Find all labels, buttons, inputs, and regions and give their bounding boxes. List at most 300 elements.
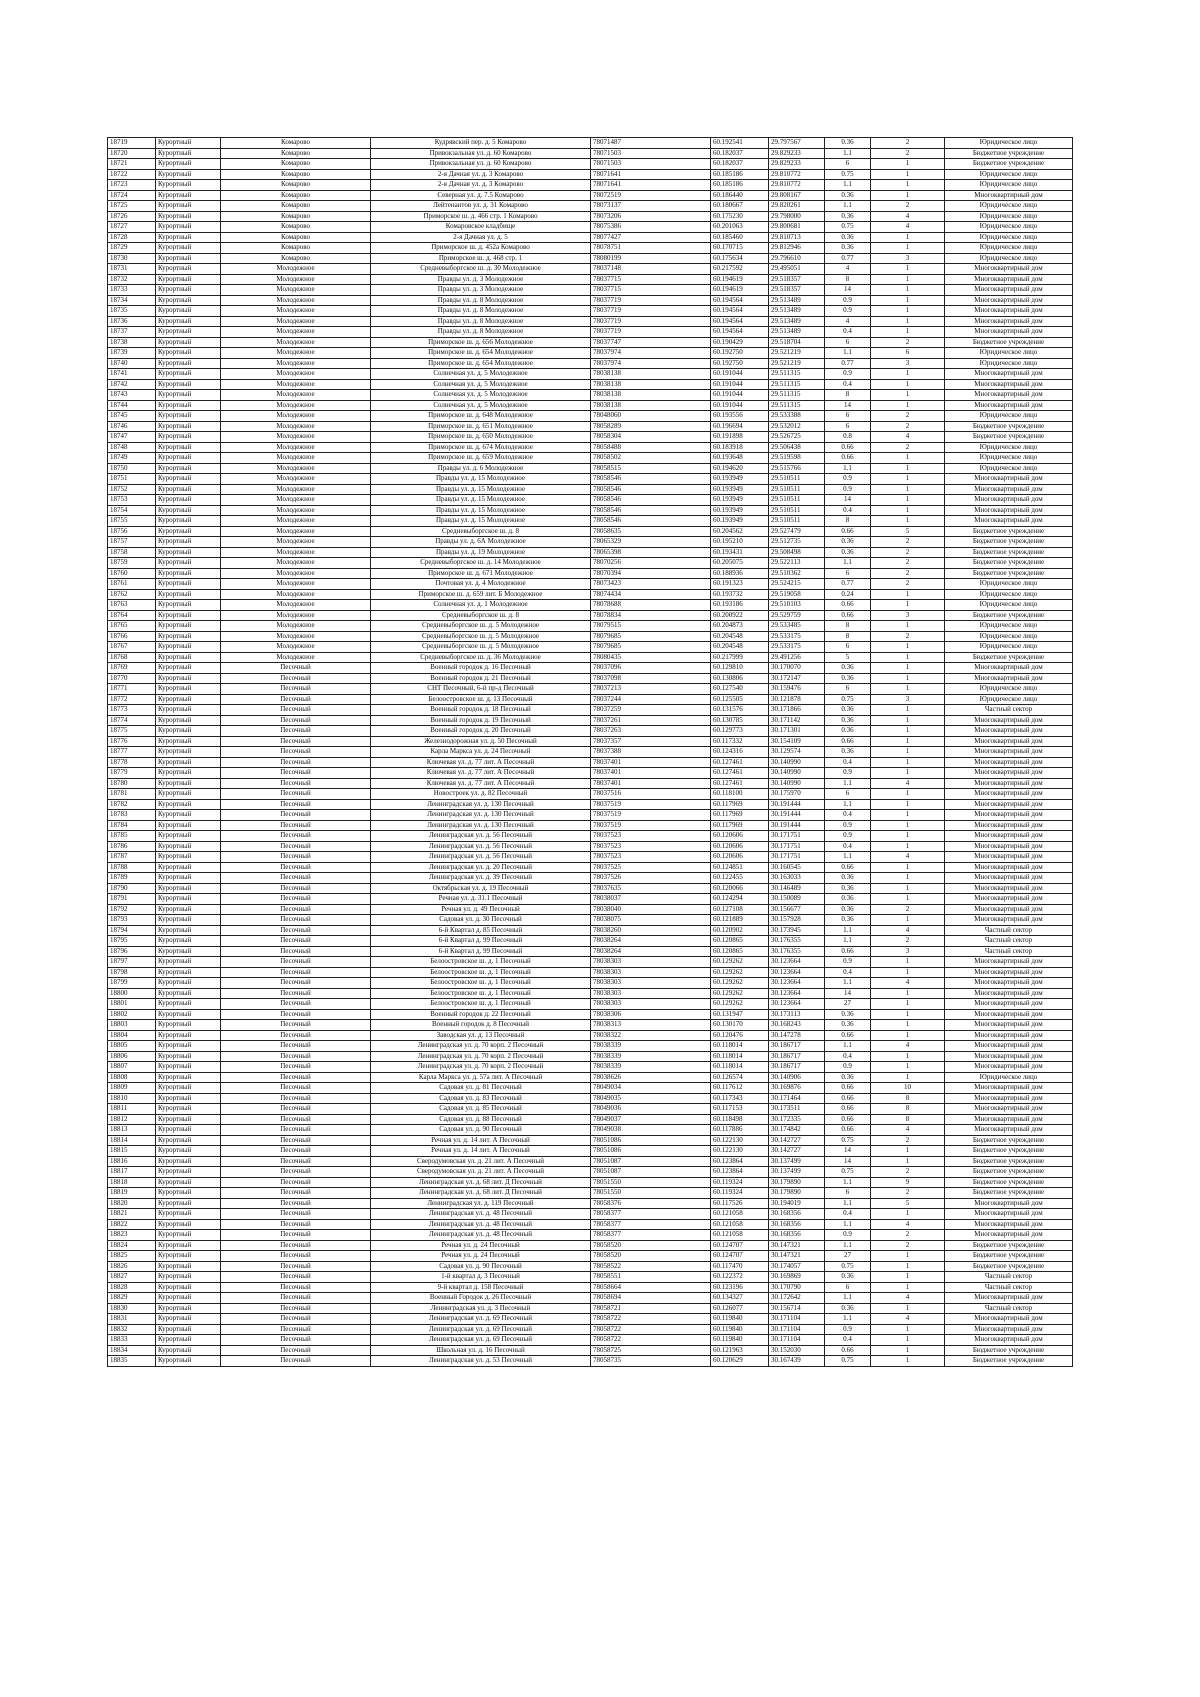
- district-cell: Курортный: [156, 631, 221, 642]
- site-code-cell: 78058722: [591, 1335, 711, 1346]
- district-cell: Курортный: [156, 726, 221, 737]
- record-id-cell: 18789: [108, 873, 156, 884]
- site-code-cell: 78065398: [591, 547, 711, 558]
- locality-cell: Песочный: [221, 883, 371, 894]
- record-id-cell: 18766: [108, 631, 156, 642]
- table-row: [108, 1356, 1073, 1367]
- table-row: [108, 831, 1073, 842]
- container-volume-cell: 0.9: [825, 295, 871, 306]
- table-row: [108, 589, 1073, 600]
- record-id-cell: 18798: [108, 967, 156, 978]
- longitude-cell: 30.171142: [769, 715, 825, 726]
- longitude-cell: 29.533485: [769, 621, 825, 632]
- address-cell: Средневыборгское ш. д. 8: [371, 526, 591, 537]
- container-volume-cell: 0.24: [825, 589, 871, 600]
- longitude-cell: 30.171751: [769, 841, 825, 852]
- record-id-cell: 18727: [108, 222, 156, 233]
- site-code-cell: 78049038: [591, 1125, 711, 1136]
- address-cell: Ленинградская ул. д. 48 Песочный: [371, 1219, 591, 1230]
- container-volume-cell: 0.77: [825, 358, 871, 369]
- latitude-cell: 60.191044: [711, 379, 769, 390]
- latitude-cell: 60.217999: [711, 652, 769, 663]
- locality-cell: Молодежное: [221, 390, 371, 401]
- latitude-cell: 60.185186: [711, 180, 769, 191]
- latitude-cell: 60.129773: [711, 726, 769, 737]
- address-cell: Правды ул. д. 15 Молодежное: [371, 474, 591, 485]
- owner-type-cell: Многоквартирный дом: [945, 379, 1073, 390]
- address-cell: Правды ул. д. 15 Молодежное: [371, 516, 591, 527]
- owner-type-cell: Бюджетное учреждение: [945, 568, 1073, 579]
- container-volume-cell: 0.36: [825, 232, 871, 243]
- container-count-cell: 2: [871, 1167, 945, 1178]
- site-code-cell: 78037526: [591, 873, 711, 884]
- address-cell: Приморское ш. д. 654 Молодежное: [371, 358, 591, 369]
- record-id-cell: 18786: [108, 841, 156, 852]
- locality-cell: Молодежное: [221, 463, 371, 474]
- container-count-cell: 1: [871, 915, 945, 926]
- record-id-cell: 18782: [108, 799, 156, 810]
- record-id-cell: 18763: [108, 600, 156, 611]
- site-code-cell: 78038260: [591, 925, 711, 936]
- longitude-cell: 30.123664: [769, 978, 825, 989]
- latitude-cell: 60.192541: [711, 138, 769, 149]
- record-id-cell: 18808: [108, 1072, 156, 1083]
- locality-cell: Комарово: [221, 201, 371, 212]
- container-volume-cell: 1.1: [825, 1240, 871, 1251]
- record-id-cell: 18776: [108, 736, 156, 747]
- latitude-cell: 60.126077: [711, 1303, 769, 1314]
- latitude-cell: 60.131947: [711, 1009, 769, 1020]
- container-count-cell: 1: [871, 495, 945, 506]
- container-volume-cell: 4: [825, 264, 871, 275]
- container-count-cell: 1: [871, 715, 945, 726]
- table-row: [108, 967, 1073, 978]
- container-volume-cell: 0.66: [825, 600, 871, 611]
- district-cell: Курортный: [156, 337, 221, 348]
- container-count-cell: 4: [871, 978, 945, 989]
- container-volume-cell: 0.36: [825, 715, 871, 726]
- site-code-cell: 78058664: [591, 1282, 711, 1293]
- district-cell: Курортный: [156, 1356, 221, 1367]
- longitude-cell: 29.829233: [769, 148, 825, 159]
- container-count-cell: 1: [871, 1030, 945, 1041]
- district-cell: Курортный: [156, 1030, 221, 1041]
- site-code-cell: 78037719: [591, 327, 711, 338]
- locality-cell: Песочный: [221, 1324, 371, 1335]
- district-cell: Курортный: [156, 600, 221, 611]
- address-cell: Белоостровское ш. д. 1 Песочный: [371, 999, 591, 1010]
- container-volume-cell: 27: [825, 999, 871, 1010]
- record-id-cell: 18773: [108, 705, 156, 716]
- site-code-cell: 78058488: [591, 442, 711, 453]
- latitude-cell: 60.175230: [711, 211, 769, 222]
- record-id-cell: 18824: [108, 1240, 156, 1251]
- record-id-cell: 18744: [108, 400, 156, 411]
- table-row: [108, 306, 1073, 317]
- container-volume-cell: 0.77: [825, 579, 871, 590]
- record-id-cell: 18787: [108, 852, 156, 863]
- table-row: [108, 1167, 1073, 1178]
- locality-cell: Молодежное: [221, 264, 371, 275]
- site-code-cell: 78058546: [591, 495, 711, 506]
- owner-type-cell: Многоквартирный дом: [945, 967, 1073, 978]
- container-count-cell: 4: [871, 1041, 945, 1052]
- table-row: [108, 148, 1073, 159]
- district-cell: Курортный: [156, 558, 221, 569]
- container-count-cell: 3: [871, 358, 945, 369]
- district-cell: Курортный: [156, 327, 221, 338]
- owner-type-cell: Юридическое лицо: [945, 232, 1073, 243]
- site-code-cell: 78037519: [591, 810, 711, 821]
- container-volume-cell: 0.75: [825, 1135, 871, 1146]
- container-count-cell: 1: [871, 505, 945, 516]
- district-cell: Курортный: [156, 789, 221, 800]
- container-count-cell: 1: [871, 757, 945, 768]
- address-cell: Солнечная ул. д. 5 Молодежное: [371, 400, 591, 411]
- container-count-cell: 1: [871, 967, 945, 978]
- owner-type-cell: Бюджетное учреждение: [945, 337, 1073, 348]
- latitude-cell: 60.192750: [711, 348, 769, 359]
- district-cell: Курортный: [156, 936, 221, 947]
- district-cell: Курортный: [156, 484, 221, 495]
- locality-cell: Песочный: [221, 1125, 371, 1136]
- record-id-cell: 18792: [108, 904, 156, 915]
- latitude-cell: 60.204548: [711, 631, 769, 642]
- district-cell: Курортный: [156, 568, 221, 579]
- longitude-cell: 30.171301: [769, 726, 825, 737]
- latitude-cell: 60.193949: [711, 495, 769, 506]
- container-volume-cell: 1.1: [825, 799, 871, 810]
- container-count-cell: 10: [871, 1083, 945, 1094]
- locality-cell: Песочный: [221, 705, 371, 716]
- record-id-cell: 18783: [108, 810, 156, 821]
- container-volume-cell: 0.66: [825, 946, 871, 957]
- district-cell: Курортный: [156, 610, 221, 621]
- container-count-cell: 8: [871, 1104, 945, 1115]
- owner-type-cell: Многоквартирный дом: [945, 264, 1073, 275]
- record-id-cell: 18731: [108, 264, 156, 275]
- latitude-cell: 60.120476: [711, 1030, 769, 1041]
- locality-cell: Молодежное: [221, 306, 371, 317]
- address-cell: 6-й Квартал д. 99 Песочный: [371, 936, 591, 947]
- district-cell: Курортный: [156, 442, 221, 453]
- owner-type-cell: Юридическое лицо: [945, 621, 1073, 632]
- longitude-cell: 30.154109: [769, 736, 825, 747]
- address-cell: Солнечная ул. д. 5 Молодежное: [371, 390, 591, 401]
- container-volume-cell: 0.36: [825, 1020, 871, 1031]
- site-code-cell: 78058735: [591, 1356, 711, 1367]
- address-cell: Речная ул. д. 14 лит. А Песочный: [371, 1146, 591, 1157]
- site-code-cell: 78037519: [591, 799, 711, 810]
- longitude-cell: 30.171104: [769, 1324, 825, 1335]
- district-cell: Курортный: [156, 400, 221, 411]
- latitude-cell: 60.124294: [711, 894, 769, 905]
- longitude-cell: 29.510511: [769, 474, 825, 485]
- table-row: [108, 379, 1073, 390]
- table-row: [108, 1135, 1073, 1146]
- owner-type-cell: Многоквартирный дом: [945, 789, 1073, 800]
- longitude-cell: 30.140990: [769, 757, 825, 768]
- longitude-cell: 30.137499: [769, 1156, 825, 1167]
- longitude-cell: 30.137499: [769, 1167, 825, 1178]
- locality-cell: Песочный: [221, 841, 371, 852]
- table-row: [108, 316, 1073, 327]
- longitude-cell: 29.800681: [769, 222, 825, 233]
- table-row: [108, 736, 1073, 747]
- container-count-cell: 4: [871, 1314, 945, 1325]
- container-volume-cell: 1.1: [825, 852, 871, 863]
- longitude-cell: 30.179890: [769, 1177, 825, 1188]
- table-row: [108, 369, 1073, 380]
- district-cell: Курортный: [156, 1240, 221, 1251]
- district-cell: Курортный: [156, 1335, 221, 1346]
- container-count-cell: 1: [871, 831, 945, 842]
- owner-type-cell: Юридическое лицо: [945, 411, 1073, 422]
- container-count-cell: 1: [871, 232, 945, 243]
- container-count-cell: 5: [871, 1198, 945, 1209]
- table-row: [108, 190, 1073, 201]
- container-volume-cell: 1.1: [825, 1198, 871, 1209]
- record-id-cell: 18825: [108, 1251, 156, 1262]
- record-id-cell: 18770: [108, 673, 156, 684]
- address-cell: Правды ул. д. 15 Молодежное: [371, 495, 591, 506]
- address-cell: Ленинградская ул. д. 56 Песочный: [371, 831, 591, 842]
- latitude-cell: 60.121889: [711, 915, 769, 926]
- latitude-cell: 60.119324: [711, 1177, 769, 1188]
- owner-type-cell: Многоквартирный дом: [945, 1104, 1073, 1115]
- container-volume-cell: 0.36: [825, 883, 871, 894]
- locality-cell: Песочный: [221, 747, 371, 758]
- container-volume-cell: 0.66: [825, 1093, 871, 1104]
- district-cell: Курортный: [156, 253, 221, 264]
- container-volume-cell: 0.36: [825, 663, 871, 674]
- owner-type-cell: Юридическое лицо: [945, 180, 1073, 191]
- longitude-cell: 30.186717: [769, 1041, 825, 1052]
- address-cell: Белоостровское ш. д. 1 Песочный: [371, 978, 591, 989]
- site-code-cell: 78073423: [591, 579, 711, 590]
- site-code-cell: 78065329: [591, 537, 711, 548]
- longitude-cell: 30.176355: [769, 946, 825, 957]
- district-cell: Курортный: [156, 211, 221, 222]
- owner-type-cell: Частный сектор: [945, 925, 1073, 936]
- latitude-cell: 60.121058: [711, 1209, 769, 1220]
- container-count-cell: 6: [871, 348, 945, 359]
- district-cell: Курортный: [156, 852, 221, 863]
- address-cell: Карла Маркса ул. д. 24 Песочный: [371, 747, 591, 758]
- container-count-cell: 2: [871, 1188, 945, 1199]
- latitude-cell: 60.217592: [711, 264, 769, 275]
- owner-type-cell: Многоквартирный дом: [945, 1062, 1073, 1073]
- locality-cell: Молодежное: [221, 516, 371, 527]
- record-id-cell: 18728: [108, 232, 156, 243]
- latitude-cell: 60.193949: [711, 505, 769, 516]
- site-code-cell: 78037974: [591, 358, 711, 369]
- locality-cell: Песочный: [221, 820, 371, 831]
- container-count-cell: 8: [871, 1114, 945, 1125]
- container-volume-cell: 6: [825, 337, 871, 348]
- latitude-cell: 60.121963: [711, 1345, 769, 1356]
- container-volume-cell: 8: [825, 621, 871, 632]
- longitude-cell: 30.174057: [769, 1261, 825, 1272]
- address-cell: Ленинградская ул. д. 68 лит. Д Песочный: [371, 1188, 591, 1199]
- longitude-cell: 29.810772: [769, 169, 825, 180]
- owner-type-cell: Многоквартирный дом: [945, 1083, 1073, 1094]
- site-code-cell: 78038339: [591, 1041, 711, 1052]
- latitude-cell: 60.117969: [711, 799, 769, 810]
- locality-cell: Комарово: [221, 243, 371, 254]
- record-id-cell: 18809: [108, 1083, 156, 1094]
- container-count-cell: 1: [871, 159, 945, 170]
- container-count-cell: 4: [871, 1125, 945, 1136]
- latitude-cell: 60.118100: [711, 789, 769, 800]
- owner-type-cell: Многоквартирный дом: [945, 1093, 1073, 1104]
- address-cell: 1-й квартал д. 3 Песочный: [371, 1272, 591, 1283]
- district-cell: Курортный: [156, 642, 221, 653]
- locality-cell: Песочный: [221, 1051, 371, 1062]
- record-id-cell: 18721: [108, 159, 156, 170]
- container-count-cell: 4: [871, 925, 945, 936]
- locality-cell: Молодежное: [221, 369, 371, 380]
- longitude-cell: 30.123664: [769, 988, 825, 999]
- container-volume-cell: 0.66: [825, 1345, 871, 1356]
- locality-cell: Комарово: [221, 222, 371, 233]
- longitude-cell: 30.173113: [769, 1009, 825, 1020]
- address-cell: Ленинградская ул. д. 70 корп. 2 Песочный: [371, 1062, 591, 1073]
- site-code-cell: 78037635: [591, 883, 711, 894]
- owner-type-cell: Многоквартирный дом: [945, 894, 1073, 905]
- longitude-cell: 29.511315: [769, 369, 825, 380]
- container-volume-cell: 0.36: [825, 873, 871, 884]
- locality-cell: Песочный: [221, 694, 371, 705]
- owner-type-cell: Многоквартирный дом: [945, 1230, 1073, 1241]
- address-cell: Садовая ул. д. 83 Песочный: [371, 1093, 591, 1104]
- longitude-cell: 30.150089: [769, 894, 825, 905]
- address-cell: Правды ул. д. 8 Молодежное: [371, 327, 591, 338]
- site-code-cell: 78038626: [591, 1072, 711, 1083]
- latitude-cell: 60.124707: [711, 1240, 769, 1251]
- address-cell: Военный городок д. 22 Песочный: [371, 1009, 591, 1020]
- locality-cell: Песочный: [221, 925, 371, 936]
- latitude-cell: 60.175634: [711, 253, 769, 264]
- container-count-cell: 1: [871, 1303, 945, 1314]
- container-count-cell: 1: [871, 190, 945, 201]
- container-count-cell: 3: [871, 253, 945, 264]
- locality-cell: Молодежное: [221, 568, 371, 579]
- latitude-cell: 60.120606: [711, 841, 769, 852]
- district-cell: Курортный: [156, 1219, 221, 1230]
- longitude-cell: 29.506438: [769, 442, 825, 453]
- site-code-cell: 78037401: [591, 778, 711, 789]
- latitude-cell: 60.119840: [711, 1335, 769, 1346]
- locality-cell: Молодежное: [221, 579, 371, 590]
- container-volume-cell: 1.1: [825, 201, 871, 212]
- site-code-cell: 78049034: [591, 1083, 711, 1094]
- site-code-cell: 78037719: [591, 295, 711, 306]
- address-cell: Ленинградская ул. д. 56 Песочный: [371, 852, 591, 863]
- table-row: [108, 946, 1073, 957]
- container-volume-cell: 6: [825, 421, 871, 432]
- district-cell: Курортный: [156, 988, 221, 999]
- locality-cell: Молодежное: [221, 442, 371, 453]
- site-code-cell: 78038264: [591, 936, 711, 947]
- latitude-cell: 60.193949: [711, 484, 769, 495]
- locality-cell: Песочный: [221, 873, 371, 884]
- container-count-cell: 2: [871, 547, 945, 558]
- owner-type-cell: Бюджетное учреждение: [945, 159, 1073, 170]
- locality-cell: Песочный: [221, 904, 371, 915]
- site-code-cell: 78049036: [591, 1104, 711, 1115]
- table-row: [108, 852, 1073, 863]
- container-volume-cell: 14: [825, 1156, 871, 1167]
- site-code-cell: 78037148: [591, 264, 711, 275]
- site-code-cell: 78058520: [591, 1240, 711, 1251]
- owner-type-cell: Многоквартирный дом: [945, 663, 1073, 674]
- table-row: [108, 537, 1073, 548]
- longitude-cell: 29.519598: [769, 453, 825, 464]
- district-cell: Курортный: [156, 411, 221, 422]
- container-volume-cell: 0.9: [825, 768, 871, 779]
- longitude-cell: 30.142727: [769, 1146, 825, 1157]
- table-row: [108, 243, 1073, 254]
- locality-cell: Молодежное: [221, 526, 371, 537]
- site-code-cell: 78037401: [591, 768, 711, 779]
- site-code-cell: 78058722: [591, 1324, 711, 1335]
- address-cell: 2-я Дачная ул. д. 3 Комарово: [371, 180, 591, 191]
- longitude-cell: 29.515766: [769, 463, 825, 474]
- container-count-cell: 1: [871, 474, 945, 485]
- longitude-cell: 30.172642: [769, 1293, 825, 1304]
- container-count-cell: 1: [871, 180, 945, 191]
- record-id-cell: 18723: [108, 180, 156, 191]
- container-count-cell: 1: [871, 390, 945, 401]
- owner-type-cell: Многоквартирный дом: [945, 390, 1073, 401]
- owner-type-cell: Бюджетное учреждение: [945, 558, 1073, 569]
- longitude-cell: 29.797567: [769, 138, 825, 149]
- latitude-cell: 60.191898: [711, 432, 769, 443]
- container-count-cell: 1: [871, 820, 945, 831]
- owner-type-cell: Многоквартирный дом: [945, 852, 1073, 863]
- address-cell: Приморское ш. д. 656 Молодежное: [371, 337, 591, 348]
- record-id-cell: 18724: [108, 190, 156, 201]
- latitude-cell: 60.127461: [711, 768, 769, 779]
- table-row: [108, 663, 1073, 674]
- owner-type-cell: Многоквартирный дом: [945, 1030, 1073, 1041]
- table-row: [108, 726, 1073, 737]
- address-cell: Лейтенантов ул. д. 31 Комарово: [371, 201, 591, 212]
- site-code-cell: 78070256: [591, 558, 711, 569]
- container-volume-cell: 0.75: [825, 1356, 871, 1367]
- owner-type-cell: Юридическое лицо: [945, 442, 1073, 453]
- district-cell: Курортный: [156, 904, 221, 915]
- longitude-cell: 29.513489: [769, 327, 825, 338]
- table-row: [108, 757, 1073, 768]
- table-row: [108, 1251, 1073, 1262]
- locality-cell: Молодежное: [221, 400, 371, 411]
- site-code-cell: 78037401: [591, 757, 711, 768]
- container-volume-cell: 6: [825, 411, 871, 422]
- latitude-cell: 60.192750: [711, 358, 769, 369]
- container-volume-cell: 0.4: [825, 1051, 871, 1062]
- container-volume-cell: 0.75: [825, 222, 871, 233]
- container-volume-cell: 0.36: [825, 747, 871, 758]
- record-id-cell: 18737: [108, 327, 156, 338]
- latitude-cell: 60.130806: [711, 673, 769, 684]
- longitude-cell: 29.526725: [769, 432, 825, 443]
- table-row: [108, 327, 1073, 338]
- table-row: [108, 1230, 1073, 1241]
- owner-type-cell: Юридическое лицо: [945, 579, 1073, 590]
- district-cell: Курортный: [156, 1251, 221, 1262]
